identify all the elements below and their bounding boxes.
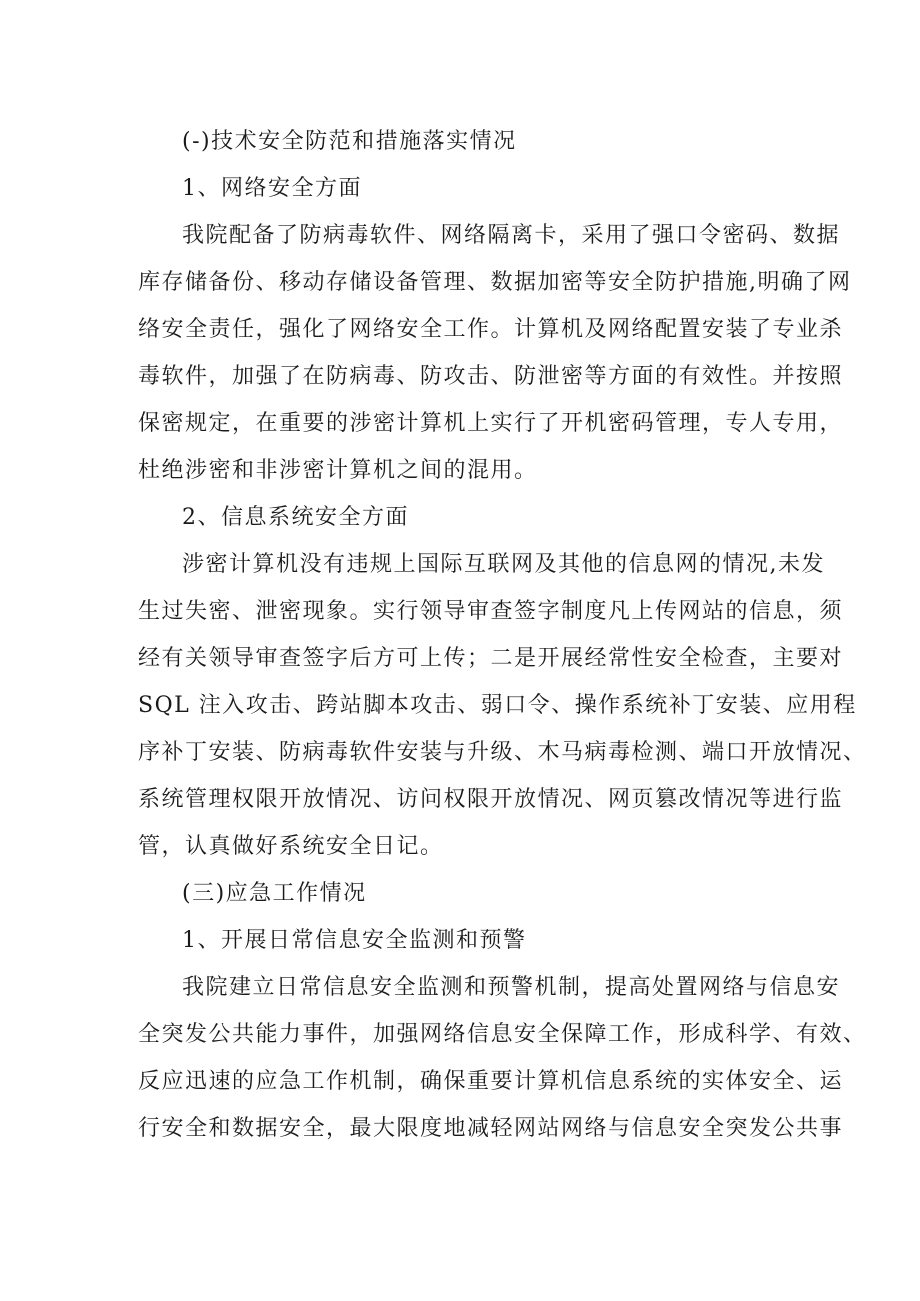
subheading-daily-monitoring — [138, 917, 788, 964]
paragraph-line: 生过失密、泄密现象。实行领导审查签字制度凡上传网站的信息，须 — [138, 599, 844, 624]
paragraph-network-security — [138, 212, 852, 494]
paragraph-line: 我院建立日常信息安全监测和预警机制，提高处置网络与信息安 — [182, 975, 841, 1000]
paragraph-line: SQL 注入攻击、跨站脚本攻击、弱口令、操作系统补丁安装、应用程 — [138, 693, 857, 718]
paragraph-daily-monitoring — [138, 964, 867, 1152]
section-heading-emergency-work — [138, 870, 788, 917]
paragraph-line: 涉密计算机没有违规上国际互联网及其他的信息网的情况,未发 — [182, 552, 825, 577]
paragraph-line: 我院配备了防病毒软件、网络隔离卡，采用了强口令密码、数据 — [182, 223, 841, 248]
paragraph-line: 经有关领导审查签字后方可上传；二是开展经常性安全检查，主要对 — [138, 646, 844, 671]
paragraph-information-system-security — [138, 541, 867, 870]
heading-line: (三)应急工作情况 — [182, 881, 367, 906]
heading-line: 1、开展日常信息安全监测和预警 — [182, 928, 527, 953]
paragraph-line: 行安全和数据安全，最大限度地减轻网站网络与信息安全突发公共事 — [138, 1116, 844, 1141]
heading-line: 2、信息系统安全方面 — [182, 505, 409, 530]
subheading-network-security — [138, 165, 788, 212]
paragraph-line: 络安全责任，强化了网络安全工作。计算机及网络配置安装了专业杀 — [138, 317, 844, 342]
paragraph-line: 全突发公共能力事件，加强网络信息安全保障工作，形成科学、有效、 — [138, 1022, 867, 1047]
paragraph-line: 反应迅速的应急工作机制，确保重要计算机信息系统的实体安全、运 — [138, 1069, 844, 1094]
paragraph-line: 库存储备份、移动存储设备管理、数据加密等安全防护措施,明确了网 — [138, 270, 852, 295]
document-body — [138, 118, 867, 1152]
paragraph-line: 序补丁安装、防病毒软件安装与升级、木马病毒检测、端口开放情况、 — [138, 740, 867, 765]
subheading-information-system-security — [138, 494, 788, 541]
paragraph-line: 保密规定，在重要的涉密计算机上实行了开机密码管理，专人专用， — [138, 411, 844, 436]
paragraph-line: 杜绝涉密和非涉密计算机之间的混用。 — [138, 458, 538, 483]
paragraph-line: 毒软件，加强了在防病毒、防攻击、防泄密等方面的有效性。并按照 — [138, 364, 844, 389]
paragraph-line: 管，认真做好系统安全日记。 — [138, 834, 444, 859]
paragraph-line: 系统管理权限开放情况、访问权限开放情况、网页篡改情况等进行监 — [138, 787, 844, 812]
heading-line: 1、网络安全方面 — [182, 176, 362, 201]
heading-line: (-)技术安全防范和措施落实情况 — [182, 129, 517, 154]
section-heading-technical-security — [138, 118, 788, 165]
